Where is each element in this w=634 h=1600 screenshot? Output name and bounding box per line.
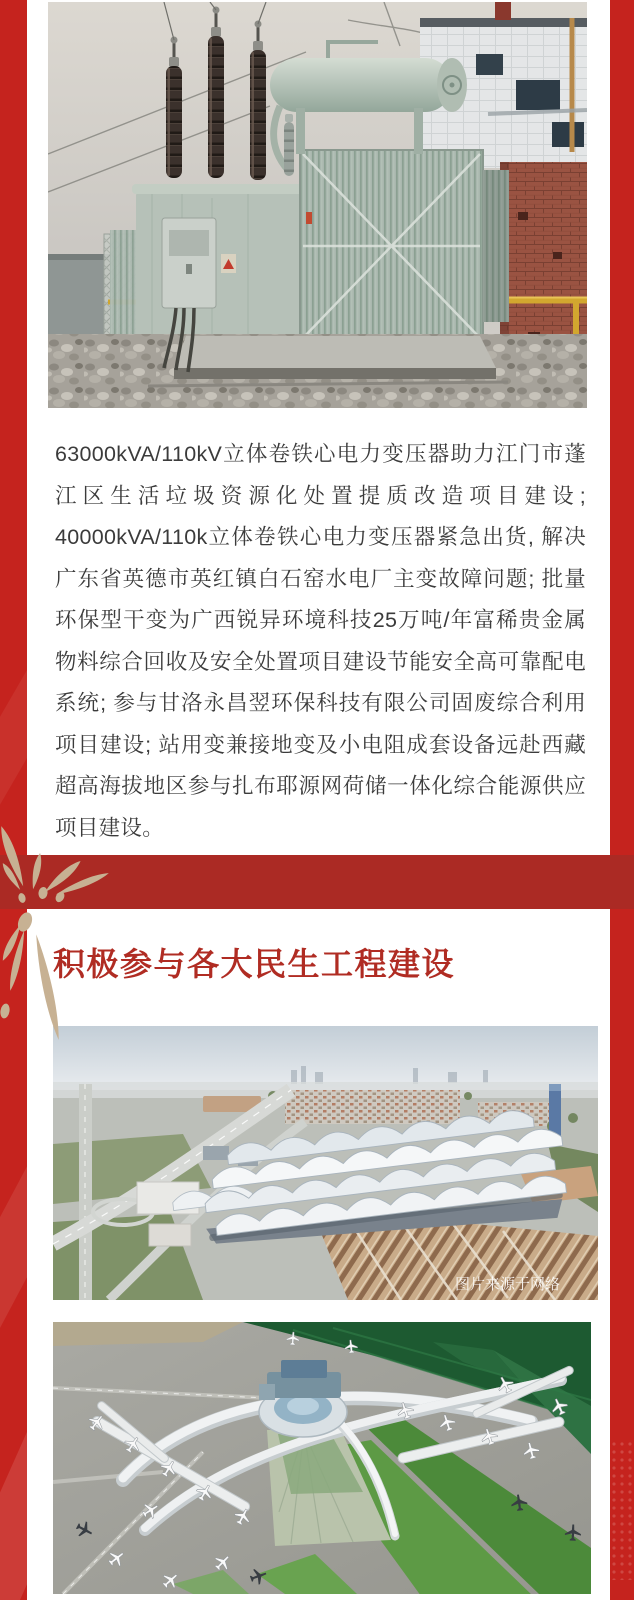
article-paragraph: 63000kVA/110kV立体卷铁心电力变压器助力江门市蓬江区生活垃圾资源化处置提质改造项目建设; 40000kVA/110k立体卷铁心电力变压器紧急出货, 解决广东省英德市英红镇白石窑水电厂主变故障问题; 批量环保型干变为广西锐异环境科技25万吨/年富稀贵金属物料综合回收及安全处置项目建设节能安全高可靠配电系统; 参与甘洛永昌翌环保科技有限公司固废综合利用项目建设; 站用变兼接地变及小电阻成套设备远赴西藏超高海拔地区参与扎布耶源网荷储一体化综合能源供应项目建设。 — [55, 442, 586, 840]
frame-streak — [0, 1417, 27, 1600]
frame-streak — [0, 642, 27, 837]
railway-station-aerial-photo — [53, 1026, 598, 1300]
right-frame-border — [610, 0, 634, 1600]
left-frame-border — [0, 0, 27, 1600]
frame-streak — [0, 1132, 27, 1368]
firework-icon — [0, 818, 126, 1050]
transformer-substation-photo — [48, 2, 587, 408]
section-heading: 积极参与各大民生工程建设 — [53, 946, 456, 982]
photo-watermark: 图片来源于网络 — [455, 1276, 561, 1293]
dot-pattern — [610, 1440, 634, 1580]
airport-terminal-render-photo — [53, 1322, 591, 1594]
